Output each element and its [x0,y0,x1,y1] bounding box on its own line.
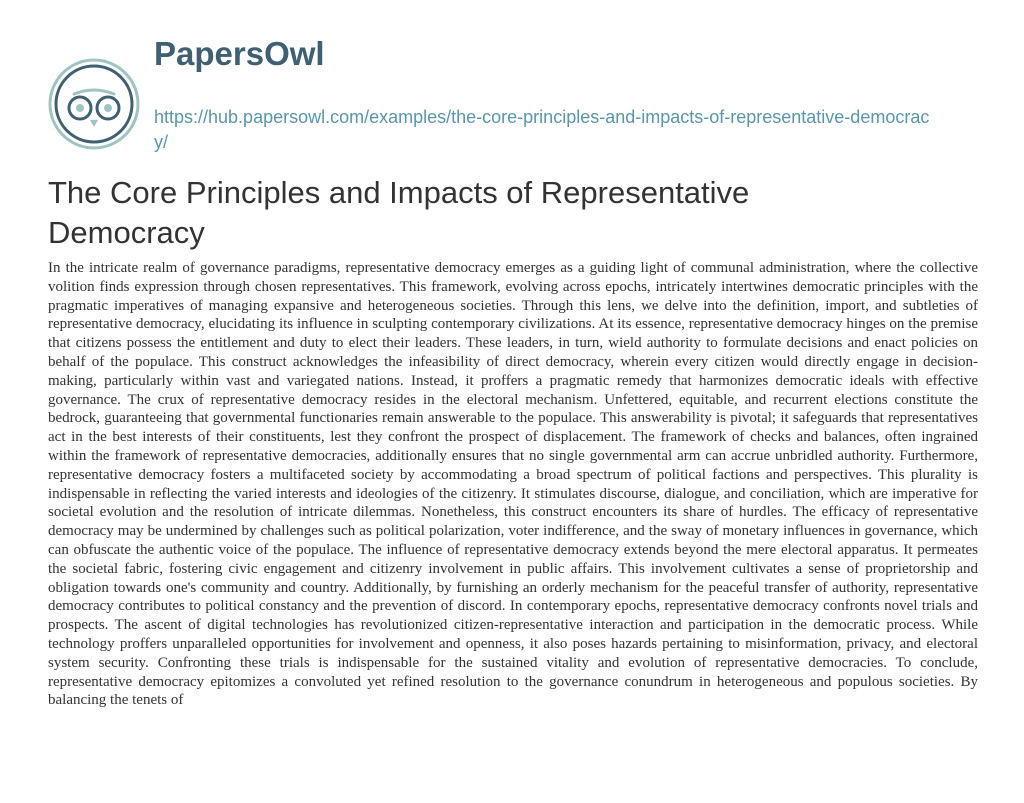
owl-logo-icon [48,58,140,150]
document-body: In the intricate realm of governance paradigms, representative democracy emerges as a guiding light of communal administration, where the collective volition finds expression through chosen representatives. This framework, evolving across epochs, intricately intertwines democratic principles with the pragmatic imperatives of managing expansive and heterogeneous societies. Through this lens, we delve into the definition, import, and subtleties of representative democracy, elucidating its influence in sculpting contemporary civilizations. At its essence, representative democracy hinges on the premise that citizens possess the entitlement and duty to elect their leaders. These leaders, in turn, wield authority to formulate decisions and enact policies on behalf of the populace. This construct acknowledges the infeasibility of direct democracy, wherein every citizen would directly engage in decision-making, particularly within vast and variegated nations. Instead, it proffers a pragmatic remedy that harmonizes democratic ideals with effective governance. The crux of representative democracy resides in the electoral mechanism. Unfettered, equitable, and recurrent elections constitute the bedrock, guaranteeing that governmental functionaries remain answerable to the populace. This answerability is pivotal; it safeguards that representatives act in the best interests of their constituents, lest they confront the prospect of displacement. The framework of checks and balances, often ingrained within the framework of representative democracies, additionally ensures that no single governmental arm can accrue unbridled authority. Furthermore, representative democracy fosters a multifaceted society by accommodating a broad spectrum of political factions and perspectives. This plurality is indispensable in reflecting the varied interests and ideologies of the citizenry. It stimulates discourse, dialogue, and conciliation, which are imperative for societal evolution and the resolution of intricate dilemmas. Nonetheless, this construct encounters its share of hurdles. The efficacy of representative democracy may be undermined by challenges such as political polarization, voter indifference, and the sway of monetary influences in governance, which can obfuscate the authentic voice of the populace. The influence of representative democracy extends beyond the mere electoral apparatus. It permeates the societal fabric, fostering civic engagement and citizenry involvement in public affairs. This involvement cultivates a sense of proprietorship and obligation towards one's community and country. Additionally, by furnishing an orderly mechanism for the peaceful transfer of authority, representative democracy contributes to political constancy and the prevention of discord. In contemporary epochs, representative democracy confronts novel trials and prospects. The ascent of digital technologies has revolutionized citizen-representative interaction and participation in the democratic process. While technology proffers unparalleled opportunities for involvement and openness, it also poses hazards pertaining to misinformation, privacy, and electoral system security. Confronting these trials is indispensable for the sustained vitality and evolution of representative democracies. To conclude, representative democracy epitomizes a convoluted yet refined resolution to the governance conundrum in heterogeneous and populous societies. By balancing the tenets of [48,260,978,709]
page-header [48,30,978,158]
document-title: The Core Principles and Impacts of Representative Democracy [48,175,750,250]
source-url-link[interactable]: https://hub.papersowl.com/examples/the-core-principles-and-impacts-of-representative-democracy/ [154,107,930,152]
brand-name: PapersOwl [154,35,325,72]
